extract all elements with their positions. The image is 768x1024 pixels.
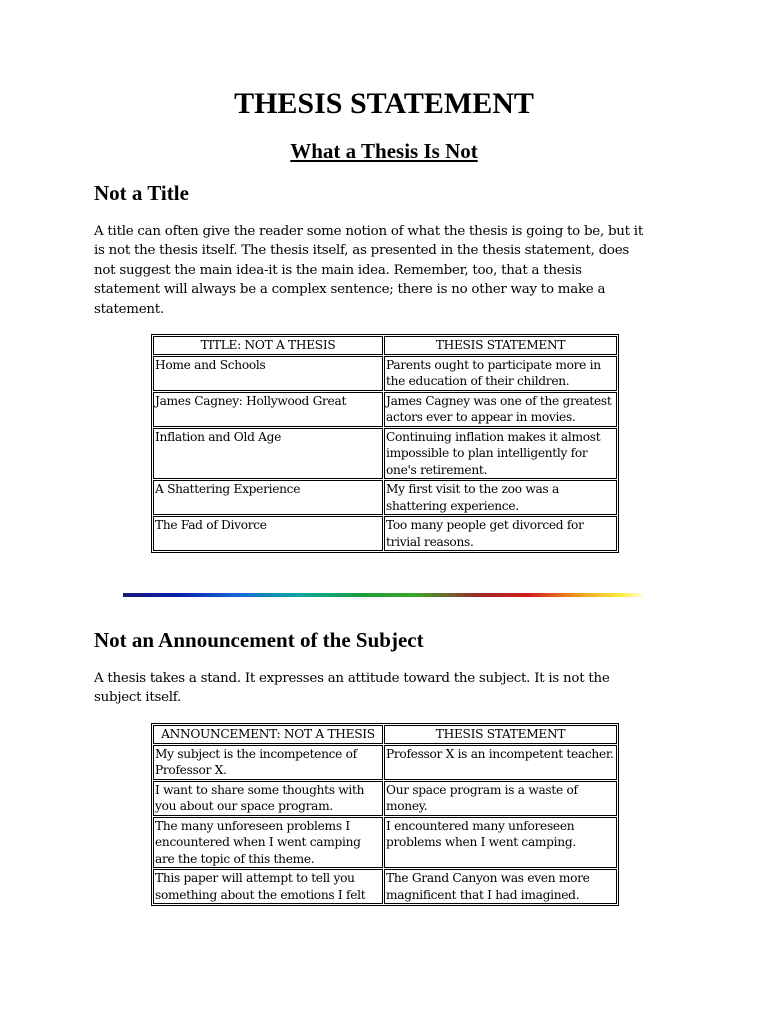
table-cell: Parents ought to participate more in the education of their children. — [384, 356, 617, 391]
table-cell: I want to share some thoughts with you about our space program. — [153, 781, 383, 816]
table-cell: This paper will attempt to tell you something about the emotions I felt — [153, 869, 383, 904]
paragraph-line: not suggest the main idea-it is the main idea. Remember, too, that a thesis — [94, 262, 582, 278]
table-row — [153, 356, 617, 391]
table-header-cell: THESIS STATEMENT — [384, 725, 617, 744]
table-row — [153, 869, 617, 904]
section2-paragraph — [94, 669, 714, 708]
table-row — [153, 480, 617, 515]
table-header-row — [153, 336, 617, 355]
paragraph-line: statement. — [94, 301, 164, 317]
paragraph-line: is not the thesis itself. The thesis itself, as presented in the thesis statement, does — [94, 243, 630, 259]
table-row — [153, 392, 617, 427]
paragraph-line: A thesis takes a stand. It expresses an attitude toward the subject. It is not the — [94, 671, 610, 686]
table-cell: The many unforeseen problems I encountered when I went camping are the topic of this theme. — [153, 817, 383, 869]
table-header-row — [153, 725, 617, 744]
table-cell: A Shattering Experience — [153, 480, 383, 515]
table-cell: My subject is the incompetence of Professor X. — [153, 745, 383, 780]
document-title: THESIS STATEMENT — [234, 87, 534, 120]
title-vs-thesis-table — [151, 334, 619, 553]
table-cell: James Cagney: Hollywood Great — [153, 392, 383, 427]
section1-paragraph — [94, 222, 714, 319]
table-row — [153, 745, 617, 780]
table-row — [153, 781, 617, 816]
table-header-cell: ANNOUNCEMENT: NOT A THESIS — [153, 725, 383, 744]
rainbow-divider — [123, 593, 643, 597]
table-cell: The Grand Canyon was even more magnificent that I had imagined. — [384, 869, 617, 904]
table-cell: Professor X is an incompetent teacher. — [384, 745, 617, 780]
table-cell: The Fad of Divorce — [153, 516, 383, 551]
paragraph-line: statement will always be a complex sentence; there is no other way to make a — [94, 282, 606, 298]
document-subtitle: What a Thesis Is Not — [290, 139, 478, 163]
table-cell: Our space program is a waste of money. — [384, 781, 617, 816]
announcement-vs-thesis-table — [151, 723, 619, 906]
table-cell: I encountered many unforeseen problems when I went camping. — [384, 817, 617, 869]
table-row — [153, 516, 617, 551]
table-cell: James Cagney was one of the greatest actors ever to appear in movies. — [384, 392, 617, 427]
paragraph-line: subject itself. — [94, 690, 182, 706]
paragraph-line: A title can often give the reader some notion of what the thesis is going to be, but it — [94, 224, 643, 239]
table-cell: Too many people get divorced for trivial reasons. — [384, 516, 617, 551]
table-cell: Continuing inflation makes it almost impossible to plan intelligently for one's retirement. — [384, 428, 617, 480]
table-cell: Inflation and Old Age — [153, 428, 383, 480]
table-cell: Home and Schools — [153, 356, 383, 391]
table-cell: My first visit to the zoo was a shattering experience. — [384, 480, 617, 515]
table-header-cell: THESIS STATEMENT — [384, 336, 617, 355]
table-row — [153, 817, 617, 869]
section-heading-not-an-announcement: Not an Announcement of the Subject — [94, 628, 424, 652]
table-header-cell: TITLE: NOT A THESIS — [153, 336, 383, 355]
table-row — [153, 428, 617, 480]
section-heading-not-a-title: Not a Title — [94, 181, 189, 205]
